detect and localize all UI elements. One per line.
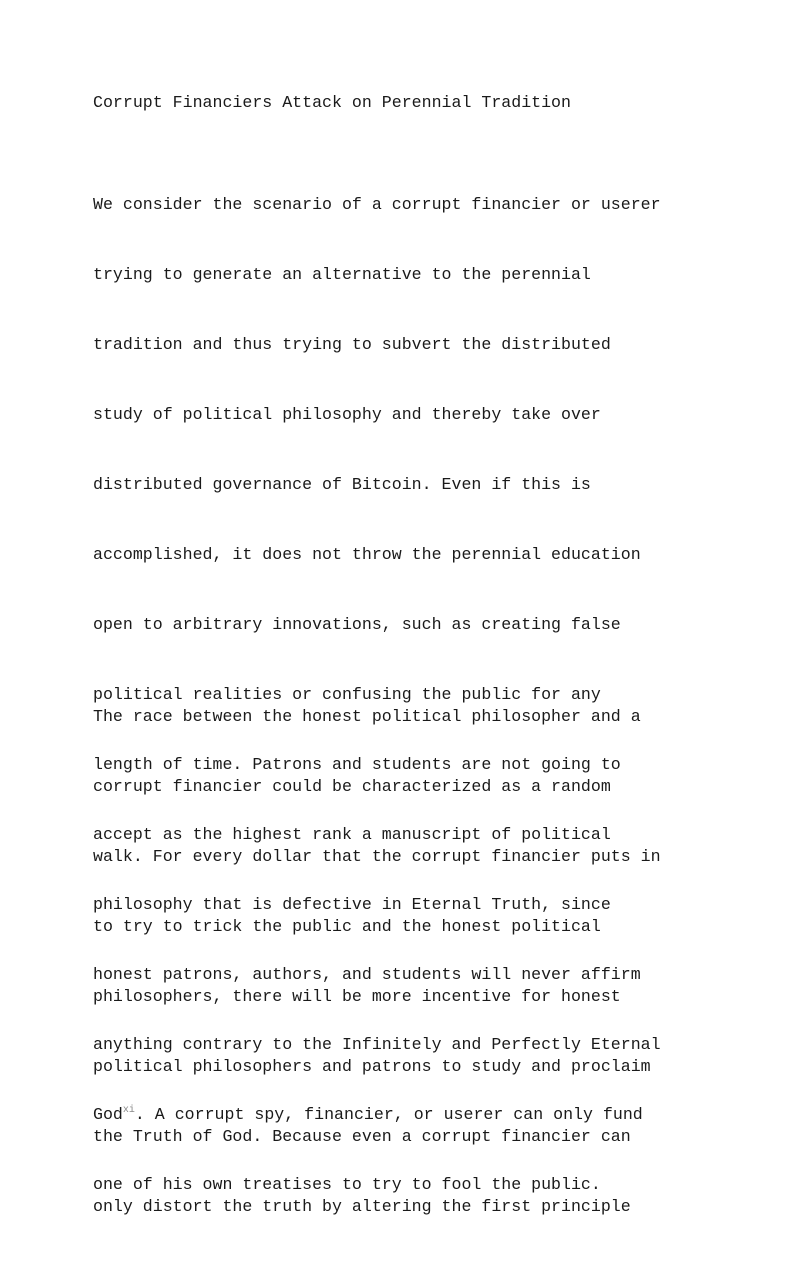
paragraph-line: trying to generate an alternative to the perennial [93, 265, 591, 284]
footnote-marker[interactable]: xi [122, 1105, 135, 1116]
paragraph-line: distributed governance of Bitcoin. Even if this is [93, 475, 591, 494]
paragraph-line: the Truth of God. Because even a corrupt financier can [93, 1127, 631, 1146]
paragraph-line: only distort the truth by altering the first principle [93, 1197, 631, 1216]
paragraph-line: tradition and thus trying to subvert the distributed [93, 335, 611, 354]
paragraph-line: honest patrons, authors, and students will never affirm [93, 965, 641, 984]
footnote-line-end: . A corrupt spy, financier, or userer can only fund [134, 1105, 643, 1124]
paragraph-line: walk. For every dollar that the corrupt financier puts in [93, 847, 661, 866]
paragraph-line: length of time. Patrons and students are not going to [93, 755, 621, 774]
paragraph-line: to try to trick the public and the honest political [93, 917, 601, 936]
paragraph-line: philosophy that is defective in Eternal Truth, since [93, 895, 611, 914]
paragraph-line: anything contrary to the Infinitely and Perfectly Eternal [93, 1035, 661, 1054]
paragraph-line: corrupt financier could be characterized as a random [93, 777, 611, 796]
paragraph-line: We consider the scenario of a corrupt financier or userer [93, 195, 661, 214]
paragraph-line: study of political philosophy and thereby take over [93, 405, 601, 424]
paragraph-line: open to arbitrary innovations, such as creating false [93, 615, 621, 634]
footnote-line-start: God [93, 1105, 123, 1124]
paragraph-line: The race between the honest political philosopher and a [93, 707, 641, 726]
paragraph-line: political philosophers and patrons to study and proclaim [93, 1057, 651, 1076]
paragraph-line: accomplished, it does not throw the perennial education [93, 545, 641, 564]
paragraph-line: political realities or confusing the public for any [93, 685, 601, 704]
document-title: Corrupt Financiers Attack on Perennial Tradition [93, 93, 571, 112]
paragraph-line: accept as the highest rank a manuscript of political [93, 825, 611, 844]
paragraph-2 [93, 668, 661, 1266]
paragraph-line: philosophers, there will be more incentive for honest [93, 987, 621, 1006]
paragraph-line: one of his own treatises to try to fool the public. [93, 1175, 601, 1194]
